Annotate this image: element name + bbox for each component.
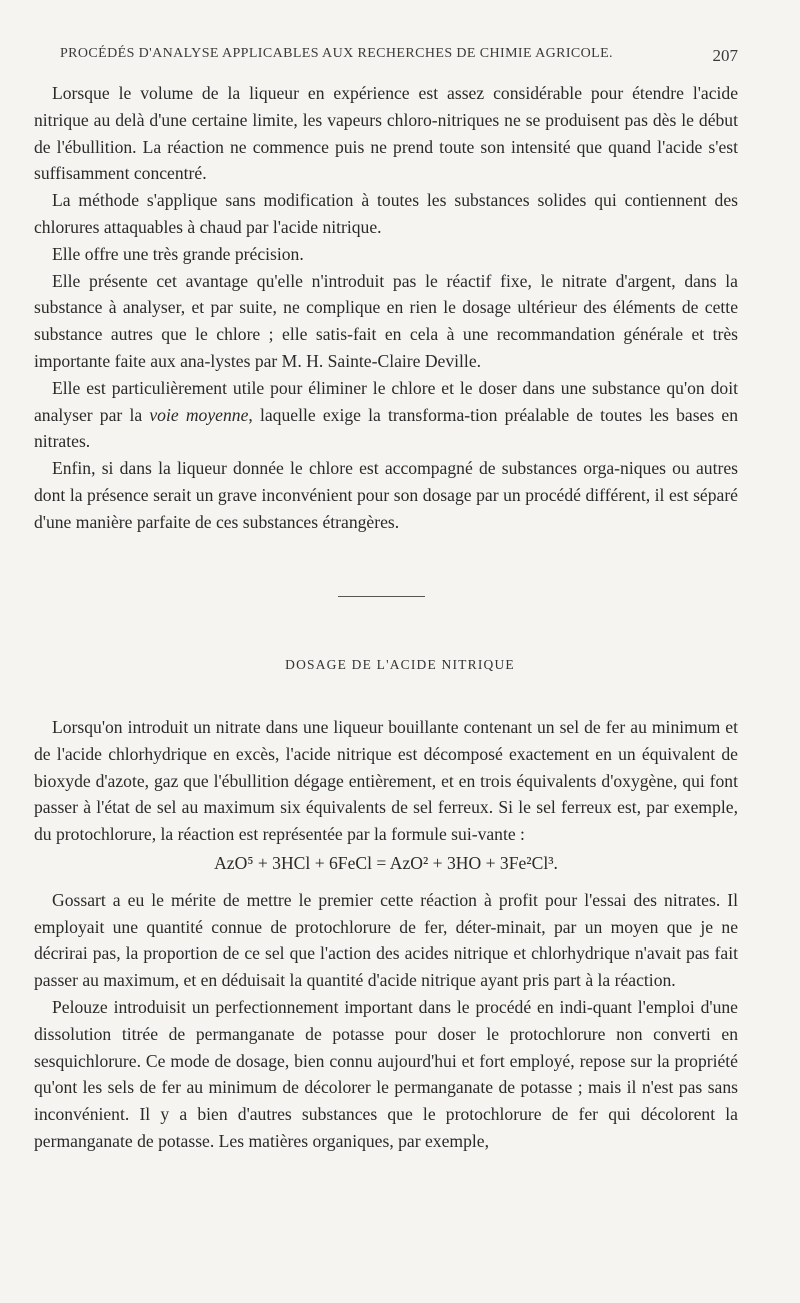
paragraph	[34, 375, 738, 455]
page-number: 207	[712, 46, 738, 65]
section-title: DOSAGE DE L'ACIDE NITRIQUE	[285, 657, 515, 672]
paragraph-text: Elle est particulièrement utile pour éliminer le chlore et le doser dans une substance qu'on doit analyser par la	[34, 377, 738, 425]
section-divider	[338, 596, 425, 597]
nitric-acid-text	[34, 714, 738, 1155]
italic-term: voie moyenne	[149, 404, 249, 425]
running-header	[60, 46, 738, 66]
paragraph: Elle offre une très grande précision.	[52, 243, 304, 264]
paragraph: Pelouze introduisit un perfectionnement important dans le procédé en indi-quant l'emploi d'une dissolution titrée de permanganate de potasse pour doser le protochlorure non converti en sesquichlorure. Ce mode de dosage, bien connu aujourd'hui et fort employé, repose sur la propriété qu'ont les sels de fer au minimum de décolorer le permanganate de potasse ; mais il n'est pas sans inconvénient. Il y a bien d'autres substances que le protochlorure de fer qui décolorent la permanganate de potasse. Les matières organiques, par exemple,	[34, 996, 738, 1151]
paragraph: Enfin, si dans la liqueur donnée le chlore est accompagné de substances orga-niques ou autres dont la présence serait un grave inconvénient pour son dosage par un procédé différent, il est séparé d'une manière parfaite de ces substances étrangères.	[34, 458, 738, 532]
paragraph: Lorsque le volume de la liqueur en expérience est assez considérable pour étendre l'acide nitrique au delà d'une certaine limite, les vapeurs chloro-nitriques ne se produisent pas dès le début de l'ébullition. La réaction ne commence puis ne prend toute son intensité que quand l'acide s'est suffisamment concentré.	[34, 83, 738, 184]
chlorine-method-text	[34, 80, 738, 536]
paragraph: Elle présente cet avantage qu'elle n'introduit pas le réactif fixe, le nitrate d'argent, dans la substance à analyser, et par suite, ne complique en rien le dosage ultérieur des éléments de cette substance autres que le chlore ; elle satis-fait en cela à une recommandation générale et très importante faite aux ana-lystes par M. H. Sainte-Claire Deville.	[34, 270, 738, 371]
paragraph-text: , laquelle exige la transforma-tion préalable de toutes les bases en nitrates.	[34, 404, 738, 452]
paragraph: La méthode s'applique sans modification à toutes les substances solides qui contiennent des chlorures attaquables à chaud par l'acide nitrique.	[34, 190, 738, 237]
running-title: PROCÉDÉS D'ANALYSE APPLICABLES AUX RECHERCHES DE CHIMIE AGRICOLE.	[60, 46, 613, 61]
paragraph: Gossart a eu le mérite de mettre le premier cette réaction à profit pour l'essai des nitrates. Il employait une quantité connue de protochlorure de fer, déter-minait, par un moyen que je ne décrirai pas, la proportion de ce sel que l'action des acides nitrique et chlorhydrique n'avait pas fait passer au maximum, et en déduisait la quantité d'acide nitrique ayant pris part à la réaction.	[34, 889, 738, 991]
chemical-formula: AzO⁵ + 3HCl + 6FeCl = AzO² + 3HO + 3Fe²Cl³.	[214, 852, 558, 873]
paragraph: Lorsqu'on introduit un nitrate dans une liqueur bouillante contenant un sel de fer au minimum et de l'acide chlorhydrique en excès, l'acide nitrique est décomposé exactement en un équivalent de bioxyde d'azote, gaz que l'ébullition dégage entièrement, et en trois équivalents d'oxygène, qui font passer à l'état de sel au maximum six équivalents de sel ferreux. Si le sel ferreux est, par exemple, du protochlorure, la réaction est représentée par la formule sui-vante :	[34, 717, 738, 845]
